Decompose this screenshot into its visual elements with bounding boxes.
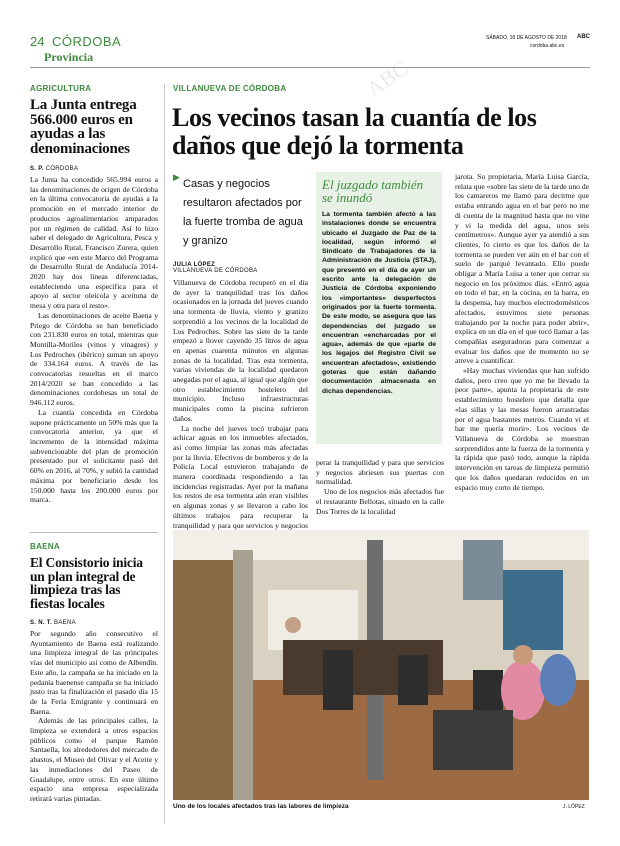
issue-date: SÁBADO, 18 DE AGOSTO DE 2018 — [486, 35, 567, 41]
left-story — [30, 84, 158, 505]
story-body — [30, 629, 158, 804]
restaurant-photo — [173, 530, 589, 800]
story-body — [30, 175, 158, 505]
subsection-title: Provincia — [44, 50, 94, 64]
paragraph: jarota. Su propietaria, María Luisa García, relata que «sobre las siete de la tarde uno de los camareros me llamó para decirme que estaba entrando agua en el bar pero no me di cuenta de la magnitud hasta que no vine y vi la medida del agua, unos seis centímetros». Aunque ayer ya atendió a sus clientes, lo cierto es que los daños de la tormenta se pueden ver aún en el bar con el suelo de parqué levantado. Ello puede obligar a María Luisa a tener que cerrar su negocio en los próximos días. «Entró agua en todo el bar, en la cocina, en la barra, en la despensa, hay muchos electrodomésticos afectados, estuvimos siete personas trabajando por la noche para poder abrir», explica en un día en el que tocó llamar a las compañías aseguradoras para comenzar a evaluar los daños que de momento no se atreve a cuantificar. — [455, 172, 589, 366]
main-headline: Los vecinos tasan la cuantía de los daños que dejó la tormenta — [172, 103, 537, 160]
main-col2-bottom — [316, 458, 444, 516]
sidebar-box — [316, 172, 442, 444]
column-divider — [164, 84, 165, 824]
brand-name: ABC — [577, 34, 590, 40]
paragraph: «Hay muchas viviendas que han sufrido daños, pero creo que yo me he llevado la peor parte», apunta la propietaria de este establecimiento hostelero que detalla que «las sillas y las mesas fueron arrastradas por el agua bastantes metros. Cuando vi el bar me quería morir». Los vecinos de Villanueva de Córdoba se muestran sorprendidos ante la fuerza de la tormenta y la rápida que pasó todo, aunque la rápida intervención en tareas de limpieza permitió que los daños quedaran reducidos en un espacio muy corto de tiempo. — [455, 366, 589, 492]
story-body — [173, 278, 308, 540]
headline: El Consistorio inicia un plan integral de limpieza tras las fiestas locales — [30, 555, 143, 611]
bottom-left-story — [30, 542, 158, 804]
paragraph: Uno de los negocios más afectados fue el restaurante Bellotas, situado en la calle Dos Torres de la localidad — [316, 487, 444, 516]
section-label: AGRICULTURA — [30, 84, 92, 93]
sidebar-text: La tormenta también afectó a las instalaciones donde se encuentra ubicado el Juzgado de Paz de la localidad, según informó el Sindicato de Trabajadores de la Administración de Justicia (STAJ), que presentó en el día de ayer un escrito ante la delegación de Justicia de Córdoba exponiendo los «importantes» desperfectos originados por la fuerte tormenta. De este modo, se asegura que las dependencias del juzgado se encuentran «encharcadas por el agua», además de que «parte de los legajos del Registro Civil se encuentran afectados», existiendo goteras que están dañando documentación almacenada en dichas dependencias. — [322, 211, 436, 395]
section-title: CÓRDOBA — [52, 34, 122, 49]
deck — [173, 172, 308, 248]
paragraph: Por segundo año consecutivo el Ayuntamiento de Baena está realizando una limpieza integral de las principales vías del municipio así como de Albendín. Este año, la campaña se ha iniciado en la pedanía baenense campaña se ha iniciado justo tras la finalización el pasado día 15 de la Feria Emigrante y continuará en Baena. — [30, 629, 158, 716]
byline-place: BAENA — [54, 620, 76, 626]
photo-caption: Uno de los locales afectados tras las labores de limpieza — [173, 803, 349, 810]
watermark-logo: ABC — [361, 55, 414, 102]
header-rule — [30, 67, 590, 68]
website: cordoba.abc.es — [530, 43, 565, 49]
byline — [30, 166, 158, 172]
paragraph: Villanueva de Córdoba recuperó en el día de ayer la tranquilidad tras los daños ocasionados en la jornada del jueves cuando una tormenta de lluvia, viento y granizo sorprendió a los vecinos de la localidad de Los Pedroches. Sobre las siete de la tarde empezó a llover cayendo 35 litros de agua en apenas cuarenta minutos en algunas zonas de la localidad. Tras esta tormenta, varias viviendas de la localidad quedaron anegadas por el agua, al igual que algún que otro establecimiento hostelero del municipio. Incluso infraestructuras municipales como la piscina sufrieron daños. — [173, 278, 308, 423]
paragraph: La cuantía concedida en Córdoba supone prácticamente un 50% más que la convocatoria anterior, ya que el incremento de la intensidad máxima subvencionable del plan de promoción presentado por el solicitante pasó del 60% en 2016, al 70%, y subió la cantidad máxima por beneficiario desde los 150.000 hasta los 200.000 euros por marca. — [30, 407, 158, 505]
paragraph: perar la tranquilidad y para que servicios y negocios abriesen sus puertas con normalidad. — [316, 458, 444, 487]
main-col3 — [455, 172, 589, 492]
paragraph: La noche del jueves tocó trabajar para achicar aguas en los inmuebles afectados, así como limpiar las zonas más afectadas por la lluvia. Efectivos de bomberos y de la Policía Local estuvieron trabajando de manera coordinada respondiendo a las incidencias registradas. Ayer por la mañana los restos de esa tormenta aún eran visibles en algunas zonas y se llevaron a cabo los últimos trabajos para recuperar la tranquilidad y para que servicios y negocios — [173, 423, 308, 530]
sidebar-title: El juzgado también se inundó — [322, 177, 424, 205]
byline-place: CÓRDOBA — [45, 166, 79, 172]
headline: La Junta entrega 566.000 euros en ayudas a las denominaciones — [30, 97, 137, 157]
byline — [30, 620, 158, 626]
page-number: 24 — [30, 34, 45, 49]
paragraph: La Junta ha concedido 565.994 euros a las denominaciones de origen de Córdoba en la última convocatoria de ayudas a la promoción en el mercado interior de productos agroalimentarios amparados por un régimen de calidad. Así lo hizo saber el delegado de Agricultura, Pesca y Desarrollo Rural, Francisco Zurera, quien explicó que «en este Marco del Programa de Desarrollo Rural de Andalucía 2014-2020 hay dos líneas diferenciadas, estableciendo una específica para el apoyo al sector oleícola y aceituna de mesa y otra para el resto». — [30, 175, 158, 311]
photo — [173, 530, 589, 800]
byline-place: VILLANUEVA DE CÓRDOBA — [173, 268, 258, 274]
main-section-label: VILLANUEVA DE CÓRDOBA — [173, 84, 287, 93]
byline-author: S. P. — [30, 166, 44, 172]
main-col1 — [173, 172, 308, 540]
byline-author: S. N. T. — [30, 620, 53, 626]
deck-text: Casas y negocios resultaron afectados por la fuerte tromba de agua y granizo — [183, 178, 303, 247]
byline — [173, 262, 308, 274]
paragraph: Además de las principales calles, la limpieza se extenderá a otros espacios públicos como el parque Ramón Santaella, los alrededores del mercado de abastos, el Museo del Olivar y el Aceite y las inmediaciones del Paseo de Guadalupe, entre otros. En este último espacio una empresa especializada retirará varias pintadas. — [30, 716, 158, 803]
arrow-icon: ▶ — [173, 173, 180, 183]
section-label: BAENA — [30, 542, 60, 551]
left-divider — [30, 532, 158, 533]
paragraph: Las denominaciones de aceite Baena y Priego de Córdoba se han beneficiado con 231.830 euros en total, mientras que Montilla-Moriles (vinos y vinagres) y Los Pedroches (ibérico) suman un apoyo de 334.164 euros. A través de las convocatorias resueltas en el marco 2014/2020 se han concedido a las denominaciones cordobesas un total de 946.112 euros. — [30, 310, 158, 408]
byline-author: JULIA LÓPEZ — [173, 262, 216, 268]
page-header — [30, 34, 590, 66]
photo-credit: J. LÓPEZ — [563, 804, 585, 810]
